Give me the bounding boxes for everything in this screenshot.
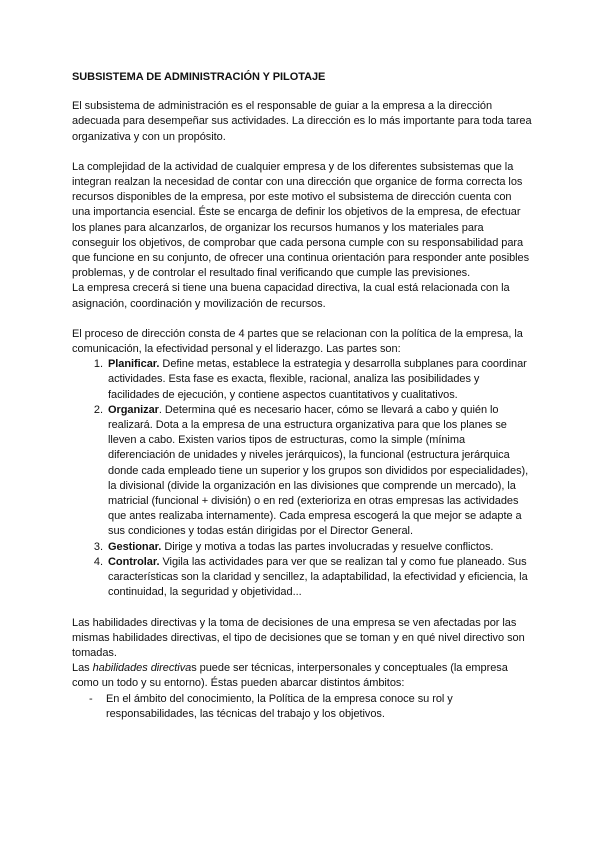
paragraph-intro: El subsistema de administración es el responsable de guiar a la empresa a la dirección adecuada para desempeñar sus actividades. La dirección es lo más importante para toda tarea organizativa y con un propósito. xyxy=(72,100,532,143)
step-text: Dirige y motiva a todas las partes involucradas y resuelve conflictos. xyxy=(161,540,494,553)
step-text: . Determina qué es necesario hacer, cómo se llevará a cabo y quién lo realizará. Dota a la empresa de una estructura organizativa para que los planes se lleven a cabo. Existen varios tipos de estructuras, como la simple (mínima diferenciación de unidades y niveles jerárquicos), la funcional (estructura jerárquica donde cada empleado tiene un superior y los grupos son divididos por especialidades), la divisional (divide la organización en las divisiones que comprende un mercado), la matricial (funcional + división) o en red (exterioriza en otras empresas las actividades que antes realizaba internamente). Cada empresa escogerá la que mejor se adapte a sus condiciones y todas están dirigidas por el Director General. xyxy=(108,403,529,538)
list-item: - En el ámbito del conocimiento, la Política de la empresa conoce su rol y responsabilidades, las técnicas del trabajo y los objetivos. xyxy=(106,692,532,722)
step-term: Gestionar. xyxy=(108,540,162,553)
spacer xyxy=(72,312,532,327)
list-item xyxy=(106,357,532,403)
step-term: Planificar. xyxy=(108,358,160,371)
scope-list xyxy=(72,692,532,722)
step-text: Define metas, establece la estrategia y desarrolla subplanes para coordinar actividades. Esta fase es exacta, flexible, racional, analiza las posibilidades y facilidades de ejecución, y contiene aspectos cuantitativos y cualitativos. xyxy=(108,358,527,401)
list-item xyxy=(106,403,532,540)
paragraph-complexity: La complejidad de la actividad de cualquier empresa y de los diferentes subsistemas que la integran realzan la necesidad de contar con una dirección que organice de forma correcta los recursos disponibles de la empresa, por este motivo el subsistema de dirección cuenta con una importancia esencial. Éste se encarga de definir los objetivos de la empresa, de efectuar los planes para alcanzarlos, de organizar los recursos humanos y los materiales para conseguir los objetivos, de comprobar que cada persona cumple con su responsabilidad para que funcione en su conjunto, de ofrecer una continua orientación para responder ante posibles problemas, y de controlar el resultado final verificando que cumple las previsiones. xyxy=(72,160,530,280)
list-item xyxy=(106,555,532,601)
process-steps-list xyxy=(72,357,532,600)
spacer xyxy=(72,601,532,616)
document-body xyxy=(72,70,532,722)
list-item xyxy=(106,540,532,555)
step-text: Vigila las actividades para ver que se realizan tal y como fue planeado. Sus características son la claridad y sencillez, la adaptabilidad, la efectividad y eficiencia, la continuidad, la seguridad y objetividad... xyxy=(108,555,528,599)
paragraph-process: El proceso de dirección consta de 4 partes que se relacionan con la política de la empresa, la comunicación, la efectividad personal y el liderazgo. Las partes son: xyxy=(72,327,523,356)
italic-term: habilidades directiva xyxy=(92,662,192,675)
paragraph-growth: La empresa crecerá si tiene una buena capacidad directiva, la cual está relacionada con la asignación, coordinación y movilización de recursos. xyxy=(72,282,510,310)
step-term: Controlar. xyxy=(108,555,160,568)
paragraph-skills: Las habilidades directivas y la toma de decisiones de una empresa se ven afectadas por las mismas habilidades directivas, el tipo de decisiones que se toman y en qué nivel directivo son tomadas. xyxy=(72,616,525,659)
step-term: Organizar xyxy=(108,403,159,416)
paragraph-skills-types: Las habilidades directivas puede ser técnicas, interpersonales y conceptuales (la empresa como un todo y su entorno). Éstas pueden abarcar distintos ámbitos: xyxy=(72,662,508,690)
spacer xyxy=(72,145,532,160)
document-title: SUBSISTEMA DE ADMINISTRACIÓN Y PILOTAJE xyxy=(72,71,326,83)
